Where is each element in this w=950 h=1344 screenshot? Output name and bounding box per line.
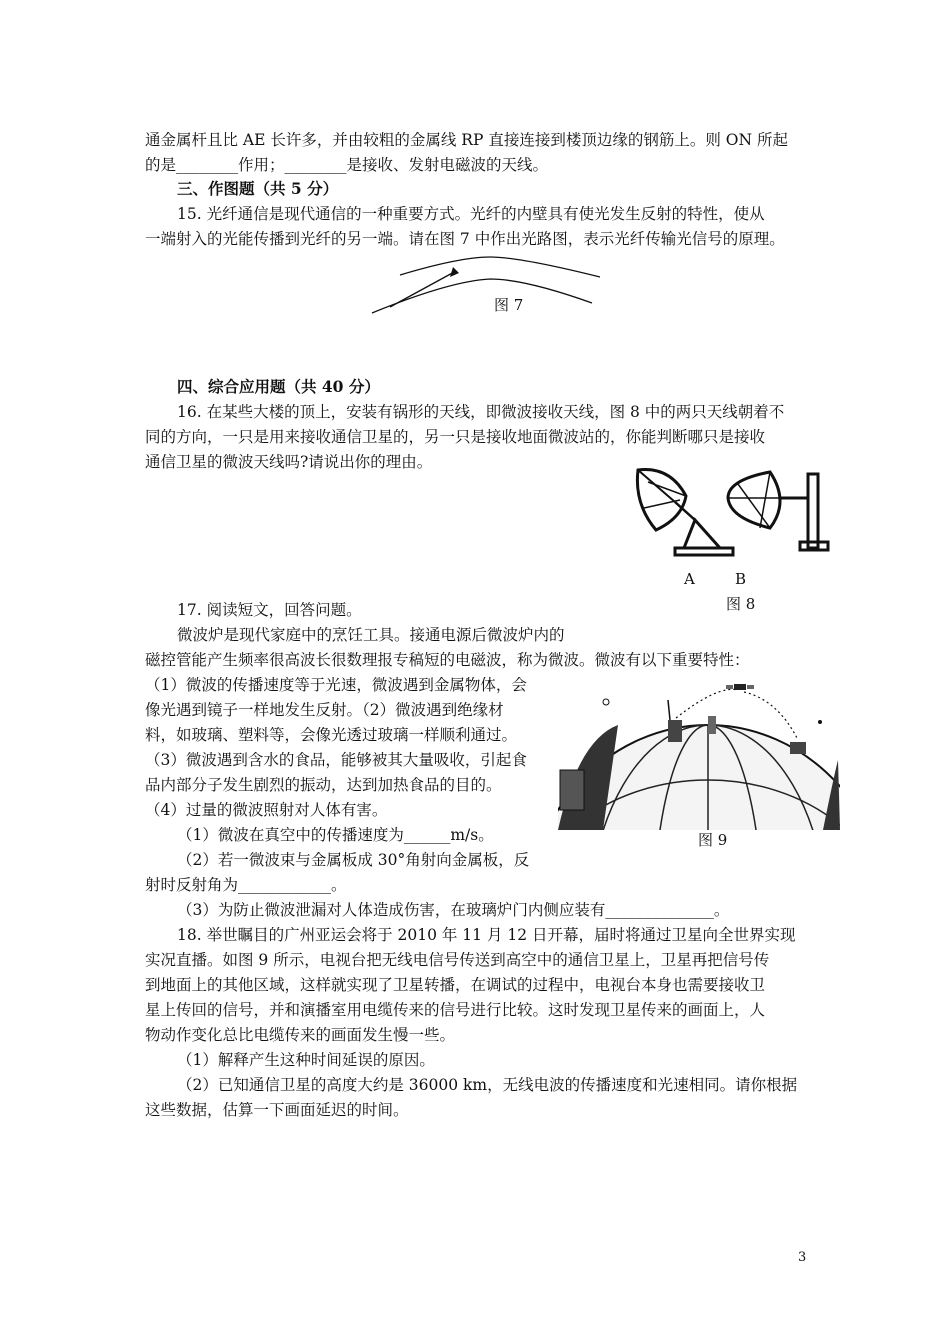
figure-9-satellite-relay <box>558 680 840 830</box>
text-line: （4）过量的微波照射对人体有害。 <box>145 801 388 819</box>
arrow-head-icon <box>450 267 459 277</box>
figure-7-optical-fiber <box>360 255 620 325</box>
figure-9-caption: 图 9 <box>698 831 728 849</box>
dish-b <box>728 472 780 528</box>
question-15: 15. 光纤通信是现代通信的一种重要方式。光纤的内壁具有使光发生反射的特性，使从 <box>177 205 765 223</box>
page-number: 3 <box>798 1250 807 1265</box>
figure-8-label-b: B <box>735 570 747 588</box>
text-line: 实况直播。如图 9 所示，电视台把无线电信号传送到高空中的通信卫星上，卫星再把信号传 <box>145 951 770 969</box>
figure-7-caption: 图 7 <box>494 296 524 314</box>
text-line: 品内部分子发生剧烈的振动，达到加热食品的目的。 <box>145 776 502 794</box>
text-line: （3）微波遇到含水的食品，能够被其大量吸收，引起食 <box>145 751 527 769</box>
text-line: 射时反射角为____________。 <box>145 876 347 894</box>
sub-question: （3）为防止微波泄漏对人体造成伤害，在玻璃炉门内侧应装有______________。 <box>177 901 730 919</box>
antenna-b <box>728 472 828 550</box>
text-line: 这些数据，估算一下画面延迟的时间。 <box>145 1101 409 1119</box>
fiber-lower-wall <box>372 279 592 313</box>
text-line: 到地面上的其他区域，这样就实现了卫星转播，在调试的过程中，电视台本身也需要接收卫 <box>145 976 766 994</box>
sub-question: （2）若一微波束与金属板成 30°角射向金属板，反 <box>177 851 530 869</box>
sub-question: （1）微波在真空中的传播速度为______m/s。 <box>177 826 494 844</box>
text-line: 磁控管能产生频率很高波长很数理报专稿短的电磁波，称为微波。微波有以下重要特性： <box>145 651 750 669</box>
text-line: 通信卫星的微波天线吗?请说出你的理由。 <box>145 453 433 471</box>
text-line: 微波炉是现代家庭中的烹饪工具。接通电源后微波炉内的 <box>177 626 565 644</box>
antenna-a <box>637 470 733 555</box>
question-17: 17. 阅读短文，回答问题。 <box>177 601 362 619</box>
section-heading: 四、综合应用题（共 40 分） <box>177 377 380 396</box>
receiver-icon <box>790 742 806 754</box>
tv-station-icon <box>668 720 682 742</box>
text-line: 物动作变化总比电缆传来的画面发生慢一些。 <box>145 1026 456 1044</box>
text-line: 通金属杆且比 AE 长许多，并由较粗的金属线 RP 直接连接到楼顶边缘的钢筋上。则 ON 所起 <box>145 131 788 149</box>
text-line: 的是________作用；________是接收、发射电磁波的天线。 <box>145 156 549 174</box>
text-line: 星上传回的信号，并和演播室用电缆传来的信号进行比较。这时发现卫星传来的画面上，人 <box>145 1001 766 1019</box>
sub-question: （1）解释产生这种时间延误的原因。 <box>177 1051 435 1069</box>
sub-question: （2）已知通信卫星的高度大约是 36000 km，无线电波的传播速度和光速相同。请你根据 <box>177 1076 798 1094</box>
question-18: 18. 举世瞩目的广州亚运会将于 2010 年 11 月 12 日开幕，届时将通过卫星向全世界实现 <box>177 926 796 944</box>
text-line: （1）微波的传播速度等于光速，微波遇到金属物体，会 <box>145 676 527 694</box>
figure-8-antennas <box>620 462 835 562</box>
stand-b <box>808 474 818 548</box>
light-ray <box>390 271 456 307</box>
fiber-upper-wall <box>400 257 600 277</box>
text-line: 像光遇到镜子一样地发生反射。（2）微波遇到绝缘材 <box>145 701 504 719</box>
question-16: 16. 在某些大楼的顶上，安装有锅形的天线，即微波接收天线，图 8 中的两只天线朝着不 <box>177 403 785 421</box>
satellite-icon <box>734 684 746 690</box>
figure-8-caption: 图 8 <box>726 595 756 613</box>
text-line: 料，如玻璃、塑料等，会像光透过玻璃一样顺利通过。 <box>145 726 518 744</box>
figure-8-label-a: A <box>684 570 695 588</box>
section-heading: 三、作图题（共 5 分） <box>177 179 339 198</box>
text-line: 同的方向，一只是用来接收通信卫星的，另一只是接收地面微波站的，你能判断哪只是接收 <box>145 428 766 446</box>
stand-a <box>684 520 720 548</box>
text-line: 一端射入的光能传播到光纤的另一端。请在图 7 中作出光路图，表示光纤传输光信号的原理。 <box>145 230 785 248</box>
